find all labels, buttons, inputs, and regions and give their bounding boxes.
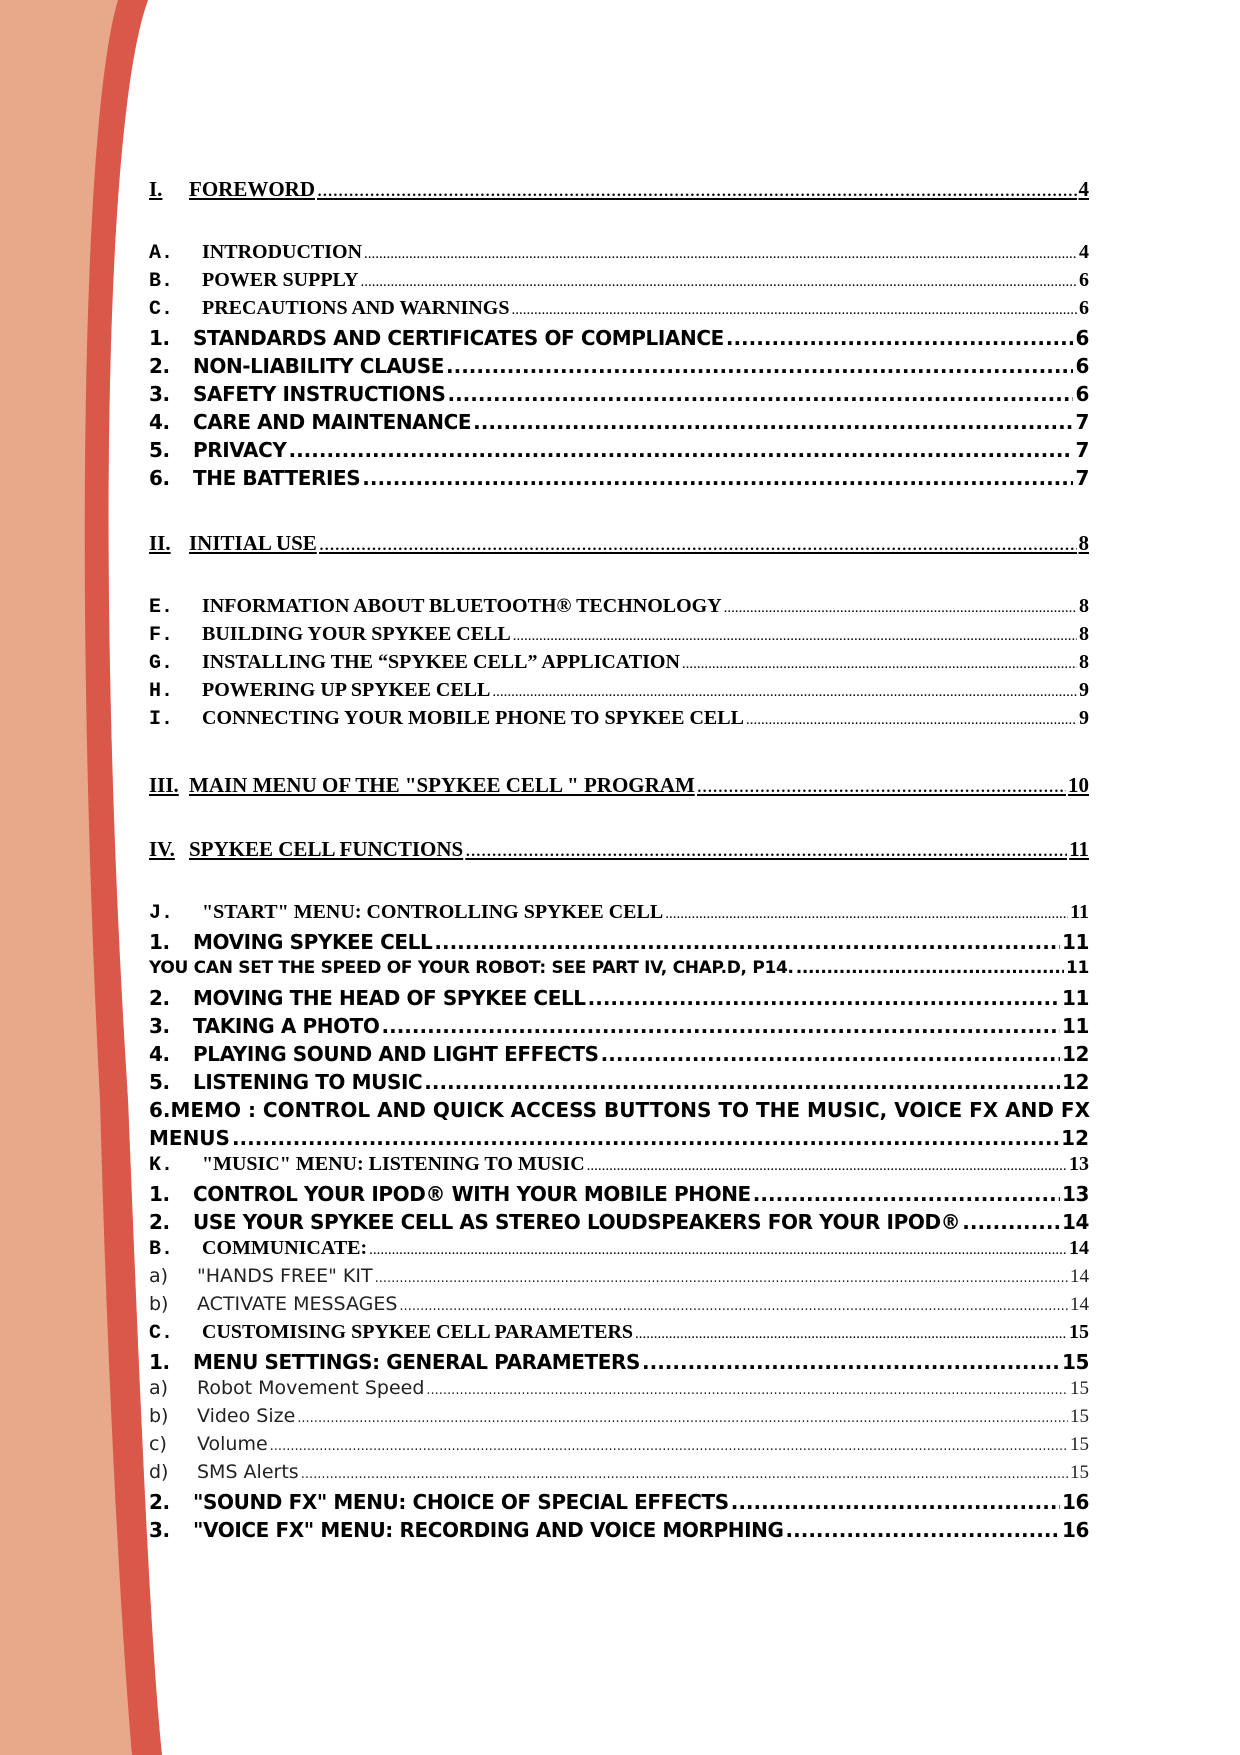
toc-entry-page: 15 bbox=[1070, 1462, 1089, 1483]
toc-entry-page: 12 bbox=[1061, 1126, 1089, 1150]
toc-entry-title: INFORMATION ABOUT BLUETOOTH® TECHNOLOGY bbox=[202, 595, 722, 617]
toc-dot-leader bbox=[511, 302, 1077, 319]
toc-entry-page: 12 bbox=[1061, 1042, 1089, 1066]
toc-entry-title: YOU CAN SET THE SPEED OF YOUR ROBOT: SEE PART IV, CHAP.D, P14. bbox=[149, 958, 794, 978]
toc-entry-title: PRECAUTIONS AND WARNINGS bbox=[202, 297, 510, 319]
toc-entry-title: SPYKEE CELL FUNCTIONS bbox=[189, 837, 464, 861]
toc-dot-leader bbox=[697, 773, 1066, 798]
toc-entry-number: 1. bbox=[149, 1182, 170, 1206]
toc-entry-page: 14 bbox=[1061, 1210, 1089, 1234]
toc-entry-number: 6. bbox=[149, 1098, 171, 1122]
toc-entry-page: 14 bbox=[1070, 1294, 1089, 1315]
toc-entry-number: H. bbox=[149, 680, 174, 703]
toc-entry-title: POWER SUPPLY bbox=[202, 269, 359, 291]
toc-entry[interactable] bbox=[149, 326, 1089, 350]
toc-entry-page: 6 bbox=[1079, 269, 1089, 291]
toc-entry[interactable] bbox=[149, 1377, 1089, 1400]
toc-entry-page: 13 bbox=[1061, 1182, 1089, 1206]
toc-entry-page: 11 bbox=[1069, 837, 1089, 861]
toc-dot-leader bbox=[301, 1467, 1068, 1482]
toc-entry[interactable] bbox=[149, 1153, 1089, 1177]
toc-entry-title: USE YOUR SPYKEE CELL AS STEREO LOUDSPEAKERS FOR YOUR IPOD® bbox=[193, 1210, 961, 1234]
toc-entry-number: 3. bbox=[149, 382, 170, 406]
toc-entry-page: 8 bbox=[1079, 595, 1089, 617]
toc-entry-page: 9 bbox=[1079, 679, 1089, 701]
toc-entry-page: 15 bbox=[1070, 1434, 1089, 1455]
toc-entry-title: Video Size bbox=[197, 1405, 296, 1427]
toc-entry-title: CUSTOMISING SPYKEE CELL PARAMETERS bbox=[202, 1321, 634, 1343]
toc-dot-leader bbox=[426, 1383, 1068, 1398]
toc-dot-leader bbox=[726, 326, 1074, 350]
toc-dot-leader bbox=[682, 656, 1077, 673]
toc-entry-title: "START" MENU: CONTROLLING SPYKEE CELL bbox=[202, 901, 664, 923]
toc-entry-number: 2. bbox=[149, 354, 170, 378]
toc-entry-number: III. bbox=[149, 773, 179, 797]
toc-dot-leader bbox=[746, 712, 1077, 729]
toc-entry-page: 16 bbox=[1061, 1518, 1089, 1542]
toc-entry-number: 2. bbox=[149, 1210, 170, 1234]
toc-entry[interactable] bbox=[149, 297, 1089, 321]
toc-entry-number: A. bbox=[149, 242, 174, 265]
toc-entry[interactable] bbox=[149, 1265, 1089, 1288]
toc-entry-page: 6 bbox=[1075, 326, 1089, 350]
toc-dot-leader bbox=[232, 1126, 1059, 1150]
toc-entry[interactable] bbox=[149, 382, 1089, 406]
toc-entry-page: 8 bbox=[1078, 531, 1089, 555]
toc-entry-title: TAKING A PHOTO bbox=[193, 1014, 380, 1038]
toc-entry-title: SMS Alerts bbox=[197, 1461, 299, 1483]
toc-entry-title: PLAYING SOUND AND LIGHT EFFECTS bbox=[193, 1042, 599, 1066]
toc-entry[interactable] bbox=[149, 1490, 1089, 1514]
toc-dot-leader bbox=[434, 930, 1060, 954]
toc-dot-leader bbox=[361, 274, 1077, 291]
toc-entry[interactable] bbox=[149, 1461, 1089, 1484]
toc-entry[interactable] bbox=[149, 1014, 1089, 1038]
toc-dot-leader bbox=[270, 1439, 1068, 1454]
toc-dot-leader bbox=[382, 1014, 1060, 1038]
toc-entry-number: 3. bbox=[149, 1014, 170, 1038]
toc-dot-leader bbox=[588, 986, 1060, 1010]
toc-dot-leader bbox=[642, 1350, 1060, 1374]
toc-entry-page: 11 bbox=[1061, 986, 1089, 1010]
toc-entry[interactable] bbox=[149, 837, 1089, 862]
toc-entry[interactable] bbox=[149, 1321, 1089, 1345]
toc-dot-leader bbox=[369, 1242, 1067, 1259]
toc-entry-number: 1. bbox=[149, 1350, 170, 1374]
toc-dot-leader bbox=[319, 531, 1077, 556]
toc-entry-title: POWERING UP SPYKEE CELL bbox=[202, 679, 491, 701]
toc-entry-number: F. bbox=[149, 624, 174, 647]
toc-entry-title: ACTIVATE MESSAGES bbox=[197, 1293, 398, 1315]
toc-entry[interactable] bbox=[149, 1237, 1089, 1261]
toc-entry-page: 14 bbox=[1069, 1237, 1089, 1259]
toc-entry-title: Robot Movement Speed bbox=[197, 1377, 425, 1399]
toc-entry-title: NON-LIABILITY CLAUSE bbox=[193, 354, 444, 378]
toc-entry[interactable] bbox=[149, 354, 1089, 378]
toc-entry[interactable] bbox=[149, 1518, 1089, 1542]
toc-entry[interactable] bbox=[149, 1210, 1089, 1234]
toc-entry-number: I. bbox=[149, 708, 174, 731]
toc-dot-leader bbox=[297, 1411, 1068, 1426]
toc-entry[interactable] bbox=[149, 466, 1089, 490]
toc-entry[interactable] bbox=[149, 1433, 1089, 1456]
toc-entry-number: 4. bbox=[149, 1042, 170, 1066]
toc-entry-page: 12 bbox=[1061, 1070, 1089, 1094]
toc-dot-leader bbox=[399, 1299, 1068, 1314]
toc-dot-leader bbox=[665, 906, 1068, 923]
toc-dot-leader bbox=[601, 1042, 1060, 1066]
toc-entry-number: 3. bbox=[149, 1518, 170, 1542]
toc-entry-page: 11 bbox=[1061, 1014, 1089, 1038]
toc-dot-leader bbox=[375, 1271, 1068, 1286]
toc-entry-number: J. bbox=[149, 902, 174, 925]
toc-entry-title: MOVING THE HEAD OF SPYKEE CELL bbox=[193, 986, 586, 1010]
toc-entry-page: 16 bbox=[1061, 1490, 1089, 1514]
toc-entry-number: K. bbox=[149, 1154, 174, 1177]
toc-entry-number: a) bbox=[149, 1265, 169, 1287]
toc-dot-leader bbox=[962, 1210, 1060, 1234]
toc-entry[interactable] bbox=[149, 410, 1089, 434]
toc-entry-number: G. bbox=[149, 652, 174, 675]
toc-entry-title: FOREWORD bbox=[189, 177, 315, 201]
toc-entry[interactable] bbox=[149, 1350, 1089, 1374]
toc-dot-leader bbox=[635, 1326, 1067, 1343]
toc-entry-page: 7 bbox=[1075, 466, 1089, 490]
toc-dot-leader bbox=[724, 600, 1077, 617]
toc-entry-number: C. bbox=[149, 1322, 174, 1345]
toc-entry-page: 4 bbox=[1078, 177, 1089, 201]
toc-entry[interactable] bbox=[149, 986, 1089, 1010]
toc-entry-title: "SOUND FX" MENU: CHOICE OF SPECIAL EFFECTS bbox=[193, 1490, 729, 1514]
toc-entry-number: E. bbox=[149, 596, 174, 619]
toc-entry-title: Volume bbox=[197, 1433, 268, 1455]
toc-entry-title: COMMUNICATE: bbox=[202, 1237, 368, 1259]
toc-entry-page: 4 bbox=[1079, 241, 1089, 263]
toc-entry-title: INTRODUCTION bbox=[202, 241, 363, 263]
toc-dot-leader bbox=[288, 438, 1073, 462]
toc-entry-number: b) bbox=[149, 1293, 169, 1315]
toc-entry-title: MENU SETTINGS: GENERAL PARAMETERS bbox=[193, 1350, 640, 1374]
toc-entry-title: PRIVACY bbox=[193, 438, 287, 462]
toc-entry[interactable] bbox=[149, 269, 1089, 293]
toc-entry-number: I. bbox=[149, 177, 163, 201]
toc-entry-title: INSTALLING THE “SPYKEE CELL” APPLICATION bbox=[202, 651, 680, 673]
toc-entry-title: CONTROL YOUR IPOD® WITH YOUR MOBILE PHONE bbox=[193, 1182, 751, 1206]
toc-entry-title: "MUSIC" MENU: LISTENING TO MUSIC bbox=[202, 1153, 585, 1175]
toc-entry[interactable] bbox=[149, 1126, 1089, 1150]
toc-entry-title: "VOICE FX" MENU: RECORDING AND VOICE MORPHING bbox=[193, 1518, 784, 1542]
toc-dot-leader bbox=[473, 410, 1073, 434]
toc-entry-page: 8 bbox=[1079, 651, 1089, 673]
toc-entry[interactable] bbox=[149, 177, 1089, 202]
toc-entry-number: 6. bbox=[149, 466, 170, 490]
toc-dot-leader bbox=[731, 1490, 1060, 1514]
toc-entry-page: 15 bbox=[1061, 1350, 1089, 1374]
toc-dot-leader bbox=[364, 246, 1077, 263]
toc-dot-leader bbox=[492, 684, 1077, 701]
toc-entry-page: 6 bbox=[1079, 297, 1089, 319]
toc-entry-number: B. bbox=[149, 1238, 174, 1261]
toc-entry[interactable] bbox=[149, 707, 1089, 731]
toc-dot-leader bbox=[753, 1182, 1060, 1206]
toc-entry[interactable] bbox=[149, 679, 1089, 703]
toc-dot-leader bbox=[424, 1070, 1060, 1094]
toc-entry[interactable] bbox=[149, 901, 1089, 925]
toc-entry-title: CONNECTING YOUR MOBILE PHONE TO SPYKEE CELL bbox=[202, 707, 744, 729]
toc-entry[interactable] bbox=[149, 958, 1089, 978]
toc-entry-number: d) bbox=[149, 1461, 169, 1483]
toc-entry-title: CARE AND MAINTENANCE bbox=[193, 410, 472, 434]
toc-dot-leader bbox=[465, 837, 1067, 862]
toc-entry[interactable] bbox=[149, 438, 1089, 462]
toc-entry-page: 14 bbox=[1070, 1266, 1089, 1287]
table-of-contents bbox=[149, 0, 1089, 1755]
toc-entry-title: THE BATTERIES bbox=[193, 466, 361, 490]
toc-entry-title: MENUS bbox=[149, 1126, 230, 1150]
toc-entry-number: 5. bbox=[149, 1070, 170, 1094]
toc-entry-number: a) bbox=[149, 1377, 169, 1399]
toc-entry-page: 11 bbox=[1070, 901, 1089, 923]
toc-entry[interactable] bbox=[149, 773, 1089, 798]
toc-dot-leader bbox=[362, 466, 1073, 490]
toc-entry-title: MOVING SPYKEE CELL bbox=[193, 930, 433, 954]
toc-entry-title: STANDARDS AND CERTIFICATES OF COMPLIANCE bbox=[193, 326, 724, 350]
toc-entry[interactable] bbox=[149, 651, 1089, 675]
toc-entry-page: 8 bbox=[1079, 623, 1089, 645]
toc-dot-leader bbox=[587, 1158, 1067, 1175]
toc-entry[interactable] bbox=[149, 1405, 1089, 1428]
toc-entry[interactable] bbox=[149, 1293, 1089, 1316]
toc-entry[interactable] bbox=[149, 1070, 1089, 1094]
toc-entry-number: c) bbox=[149, 1433, 167, 1455]
toc-entry-title: SAFETY INSTRUCTIONS bbox=[193, 382, 446, 406]
toc-entry-number: IV. bbox=[149, 837, 175, 861]
toc-entry-page: 11 bbox=[1065, 958, 1089, 978]
toc-entry[interactable] bbox=[149, 595, 1089, 619]
toc-entry-number: II. bbox=[149, 531, 171, 555]
toc-dot-leader bbox=[796, 958, 1064, 978]
toc-entry[interactable] bbox=[149, 1182, 1089, 1206]
toc-entry-number: b) bbox=[149, 1405, 169, 1427]
toc-entry-page: 11 bbox=[1061, 930, 1089, 954]
toc-entry-number: 1. bbox=[149, 326, 170, 350]
toc-dot-leader bbox=[446, 354, 1073, 378]
toc-entry-page: 13 bbox=[1069, 1153, 1089, 1175]
toc-entry-title: "HANDS FREE" KIT bbox=[197, 1265, 373, 1287]
toc-entry-page: 15 bbox=[1070, 1406, 1089, 1427]
toc-entry-page: 10 bbox=[1068, 773, 1089, 797]
toc-entry-number: 5. bbox=[149, 438, 170, 462]
toc-entry-page: 7 bbox=[1075, 438, 1089, 462]
toc-entry-number: 1. bbox=[149, 930, 170, 954]
toc-entry[interactable] bbox=[149, 623, 1089, 647]
toc-entry-number: 4. bbox=[149, 410, 170, 434]
toc-entry[interactable] bbox=[149, 1098, 1089, 1122]
toc-entry-number: 2. bbox=[149, 1490, 170, 1514]
toc-entry-number: 2. bbox=[149, 986, 170, 1010]
toc-entry-title: MEMO : CONTROL AND QUICK ACCESS BUTTONS TO THE MUSIC, VOICE FX AND FX bbox=[170, 1098, 1091, 1122]
toc-dot-leader bbox=[513, 628, 1077, 645]
toc-entry-page: 7 bbox=[1075, 410, 1089, 434]
toc-entry-title: LISTENING TO MUSIC bbox=[193, 1070, 423, 1094]
toc-entry-title: INITIAL USE bbox=[189, 531, 317, 555]
toc-entry[interactable] bbox=[149, 1042, 1089, 1066]
toc-entry-number: B. bbox=[149, 270, 174, 293]
toc-entry-page: 15 bbox=[1069, 1321, 1089, 1343]
toc-entry-page: 9 bbox=[1079, 707, 1089, 729]
toc-entry-title: MAIN MENU OF THE "SPYKEE CELL " PROGRAM bbox=[189, 773, 695, 797]
toc-entry-page: 6 bbox=[1075, 354, 1089, 378]
toc-entry-number: C. bbox=[149, 298, 174, 321]
toc-entry-page: 6 bbox=[1075, 382, 1089, 406]
toc-dot-leader bbox=[317, 177, 1077, 202]
toc-entry-page: 15 bbox=[1070, 1378, 1089, 1399]
toc-dot-leader bbox=[447, 382, 1073, 406]
toc-entry[interactable] bbox=[149, 930, 1089, 954]
toc-entry[interactable] bbox=[149, 241, 1089, 265]
toc-dot-leader bbox=[786, 1518, 1060, 1542]
toc-entry[interactable] bbox=[149, 531, 1089, 556]
toc-entry-title: BUILDING YOUR SPYKEE CELL bbox=[202, 623, 511, 645]
